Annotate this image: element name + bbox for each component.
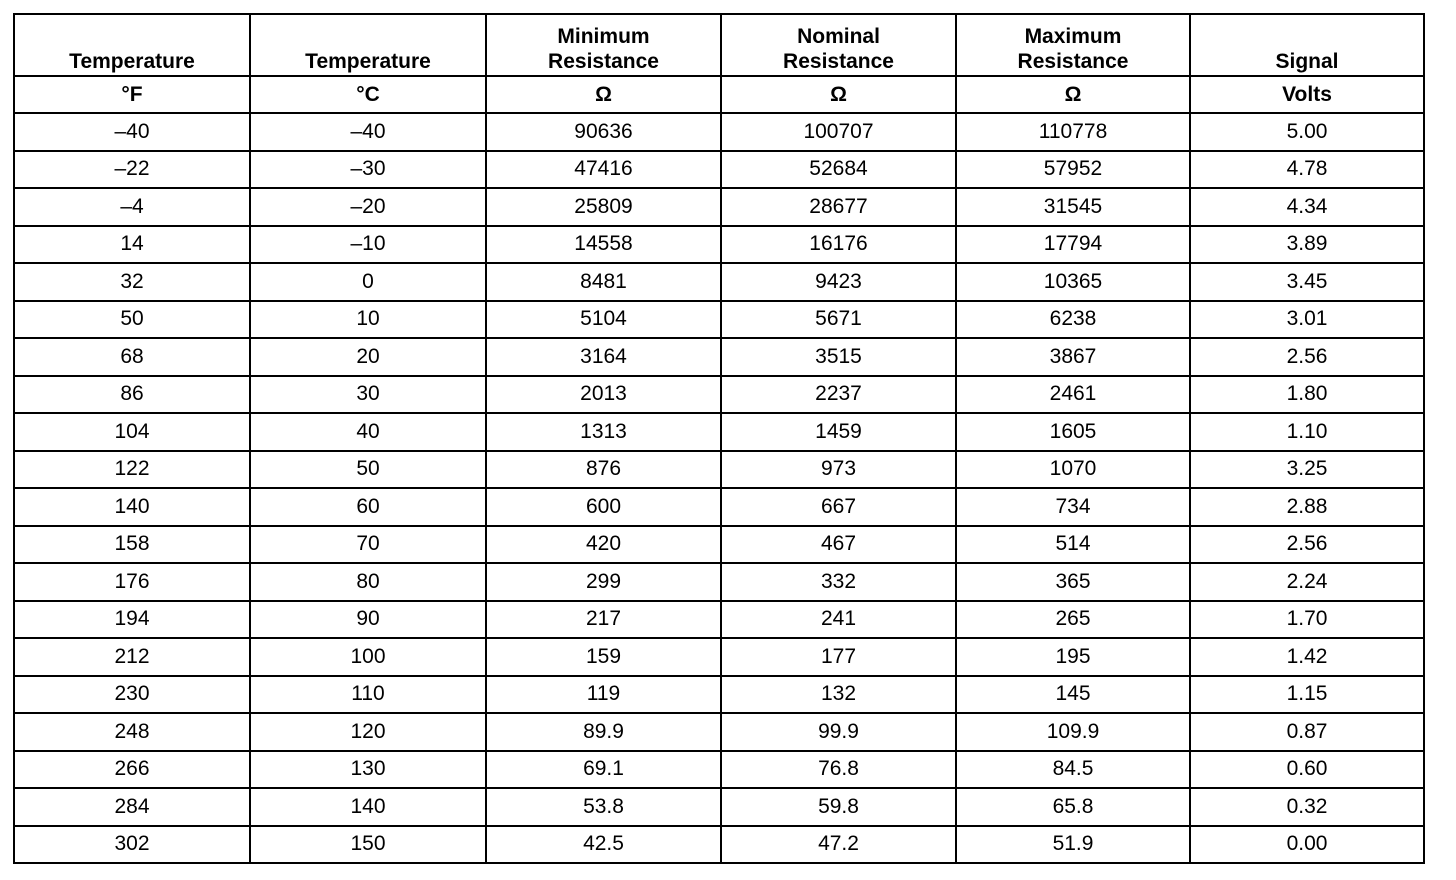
cell-max-resistance: 51.9 (956, 826, 1190, 864)
cell-nominal-resistance: 9423 (721, 263, 956, 301)
header-line: Signal (1275, 50, 1339, 73)
table-row (14, 826, 1424, 864)
cell-max-resistance: 1605 (956, 413, 1190, 451)
cell-temp-f: 122 (14, 451, 250, 489)
cell-min-resistance: 1313 (486, 413, 721, 451)
cell-min-resistance: 25809 (486, 188, 721, 226)
cell-signal-volts: 5.00 (1190, 113, 1424, 151)
cell-temp-c: 120 (250, 713, 486, 751)
cell-temp-c: 30 (250, 376, 486, 414)
cell-nominal-resistance: 177 (721, 638, 956, 676)
cell-max-resistance: 2461 (956, 376, 1190, 414)
cell-temp-c: 110 (250, 676, 486, 714)
cell-signal-volts: 1.10 (1190, 413, 1424, 451)
header-line: Temperature (305, 50, 431, 73)
cell-nominal-resistance: 1459 (721, 413, 956, 451)
header-line: Maximum (1024, 25, 1122, 48)
table-body (14, 113, 1424, 863)
header-line: Resistance (548, 50, 659, 73)
table-row (14, 788, 1424, 826)
cell-nominal-resistance: 52684 (721, 151, 956, 189)
cell-temp-f: –22 (14, 151, 250, 189)
table-row (14, 451, 1424, 489)
cell-max-resistance: 57952 (956, 151, 1190, 189)
table-row (14, 638, 1424, 676)
cell-signal-volts: 4.78 (1190, 151, 1424, 189)
unit-ohm-max: Ω (956, 76, 1190, 113)
header-line: Nominal (797, 25, 880, 48)
cell-temp-f: 140 (14, 488, 250, 526)
cell-temp-f: 194 (14, 601, 250, 639)
cell-temp-c: 90 (250, 601, 486, 639)
cell-temp-f: 176 (14, 563, 250, 601)
cell-signal-volts: 0.00 (1190, 826, 1424, 864)
cell-min-resistance: 420 (486, 526, 721, 564)
cell-max-resistance: 734 (956, 488, 1190, 526)
sensor-resistance-table (13, 13, 1425, 864)
cell-min-resistance: 876 (486, 451, 721, 489)
cell-min-resistance: 90636 (486, 113, 721, 151)
cell-signal-volts: 2.88 (1190, 488, 1424, 526)
cell-min-resistance: 89.9 (486, 713, 721, 751)
cell-max-resistance: 195 (956, 638, 1190, 676)
cell-nominal-resistance: 5671 (721, 301, 956, 339)
cell-nominal-resistance: 100707 (721, 113, 956, 151)
cell-temp-f: 68 (14, 338, 250, 376)
cell-temp-c: 150 (250, 826, 486, 864)
unit-volts: Volts (1190, 76, 1424, 113)
cell-max-resistance: 365 (956, 563, 1190, 601)
table-row (14, 563, 1424, 601)
cell-signal-volts: 1.15 (1190, 676, 1424, 714)
cell-temp-c: 100 (250, 638, 486, 676)
cell-temp-c: –30 (250, 151, 486, 189)
units-row (14, 76, 1424, 113)
cell-nominal-resistance: 332 (721, 563, 956, 601)
header-temperature-f (14, 14, 250, 76)
header-line: Minimum (557, 25, 650, 48)
header-temperature-c (250, 14, 486, 76)
cell-max-resistance: 109.9 (956, 713, 1190, 751)
cell-nominal-resistance: 28677 (721, 188, 956, 226)
table-row (14, 751, 1424, 789)
cell-nominal-resistance: 47.2 (721, 826, 956, 864)
cell-temp-f: 248 (14, 713, 250, 751)
cell-temp-f: 104 (14, 413, 250, 451)
cell-min-resistance: 119 (486, 676, 721, 714)
cell-signal-volts: 3.25 (1190, 451, 1424, 489)
table-row (14, 263, 1424, 301)
table-row (14, 713, 1424, 751)
header-line: Resistance (1017, 50, 1129, 73)
cell-temp-c: 60 (250, 488, 486, 526)
cell-min-resistance: 3164 (486, 338, 721, 376)
header-signal (1190, 14, 1424, 76)
cell-signal-volts: 2.24 (1190, 563, 1424, 601)
cell-temp-f: 302 (14, 826, 250, 864)
cell-temp-f: 266 (14, 751, 250, 789)
cell-temp-f: 230 (14, 676, 250, 714)
cell-min-resistance: 8481 (486, 263, 721, 301)
cell-max-resistance: 1070 (956, 451, 1190, 489)
table-row (14, 676, 1424, 714)
cell-nominal-resistance: 76.8 (721, 751, 956, 789)
cell-temp-f: 284 (14, 788, 250, 826)
header-line: Resistance (783, 50, 894, 73)
cell-signal-volts: 3.89 (1190, 226, 1424, 264)
cell-max-resistance: 17794 (956, 226, 1190, 264)
cell-signal-volts: 0.60 (1190, 751, 1424, 789)
table-row (14, 526, 1424, 564)
cell-min-resistance: 299 (486, 563, 721, 601)
cell-temp-c: –40 (250, 113, 486, 151)
cell-max-resistance: 10365 (956, 263, 1190, 301)
unit-ohm-nominal: Ω (721, 76, 956, 113)
cell-signal-volts: 0.32 (1190, 788, 1424, 826)
header-maximum-resistance (956, 14, 1190, 76)
cell-nominal-resistance: 3515 (721, 338, 956, 376)
cell-temp-c: 140 (250, 788, 486, 826)
cell-nominal-resistance: 59.8 (721, 788, 956, 826)
cell-max-resistance: 265 (956, 601, 1190, 639)
cell-nominal-resistance: 241 (721, 601, 956, 639)
header-minimum-resistance (486, 14, 721, 76)
unit-celsius: °C (250, 76, 486, 113)
table-row (14, 413, 1424, 451)
cell-temp-f: 14 (14, 226, 250, 264)
cell-temp-f: 32 (14, 263, 250, 301)
cell-max-resistance: 3867 (956, 338, 1190, 376)
table-row (14, 338, 1424, 376)
cell-temp-c: 20 (250, 338, 486, 376)
cell-min-resistance: 53.8 (486, 788, 721, 826)
cell-nominal-resistance: 99.9 (721, 713, 956, 751)
cell-min-resistance: 2013 (486, 376, 721, 414)
cell-max-resistance: 31545 (956, 188, 1190, 226)
cell-temp-f: –4 (14, 188, 250, 226)
cell-temp-c: 0 (250, 263, 486, 301)
cell-min-resistance: 69.1 (486, 751, 721, 789)
cell-signal-volts: 2.56 (1190, 526, 1424, 564)
cell-nominal-resistance: 973 (721, 451, 956, 489)
cell-temp-c: 10 (250, 301, 486, 339)
cell-nominal-resistance: 667 (721, 488, 956, 526)
cell-temp-f: 86 (14, 376, 250, 414)
cell-max-resistance: 84.5 (956, 751, 1190, 789)
table-row (14, 226, 1424, 264)
cell-max-resistance: 145 (956, 676, 1190, 714)
cell-min-resistance: 5104 (486, 301, 721, 339)
cell-nominal-resistance: 467 (721, 526, 956, 564)
header-nominal-resistance (721, 14, 956, 76)
cell-temp-f: –40 (14, 113, 250, 151)
table-row (14, 113, 1424, 151)
cell-temp-c: 50 (250, 451, 486, 489)
cell-temp-c: 80 (250, 563, 486, 601)
cell-signal-volts: 1.42 (1190, 638, 1424, 676)
cell-max-resistance: 110778 (956, 113, 1190, 151)
header-line: Temperature (69, 50, 195, 73)
table-row (14, 488, 1424, 526)
table-row (14, 151, 1424, 189)
cell-temp-c: 70 (250, 526, 486, 564)
cell-signal-volts: 0.87 (1190, 713, 1424, 751)
cell-temp-c: –10 (250, 226, 486, 264)
cell-min-resistance: 42.5 (486, 826, 721, 864)
cell-min-resistance: 217 (486, 601, 721, 639)
cell-max-resistance: 514 (956, 526, 1190, 564)
unit-ohm-min: Ω (486, 76, 721, 113)
cell-signal-volts: 4.34 (1190, 188, 1424, 226)
cell-temp-f: 158 (14, 526, 250, 564)
cell-temp-c: 130 (250, 751, 486, 789)
cell-signal-volts: 2.56 (1190, 338, 1424, 376)
cell-min-resistance: 600 (486, 488, 721, 526)
cell-nominal-resistance: 2237 (721, 376, 956, 414)
cell-min-resistance: 14558 (486, 226, 721, 264)
cell-nominal-resistance: 16176 (721, 226, 956, 264)
cell-temp-f: 212 (14, 638, 250, 676)
cell-temp-f: 50 (14, 301, 250, 339)
cell-signal-volts: 1.70 (1190, 601, 1424, 639)
cell-signal-volts: 3.01 (1190, 301, 1424, 339)
cell-temp-c: –20 (250, 188, 486, 226)
cell-max-resistance: 6238 (956, 301, 1190, 339)
cell-signal-volts: 3.45 (1190, 263, 1424, 301)
cell-max-resistance: 65.8 (956, 788, 1190, 826)
cell-temp-c: 40 (250, 413, 486, 451)
cell-nominal-resistance: 132 (721, 676, 956, 714)
table-row (14, 601, 1424, 639)
unit-fahrenheit: °F (14, 76, 250, 113)
cell-min-resistance: 159 (486, 638, 721, 676)
cell-signal-volts: 1.80 (1190, 376, 1424, 414)
cell-min-resistance: 47416 (486, 151, 721, 189)
header-row (14, 14, 1424, 76)
table-row (14, 376, 1424, 414)
table-row (14, 188, 1424, 226)
table-row (14, 301, 1424, 339)
